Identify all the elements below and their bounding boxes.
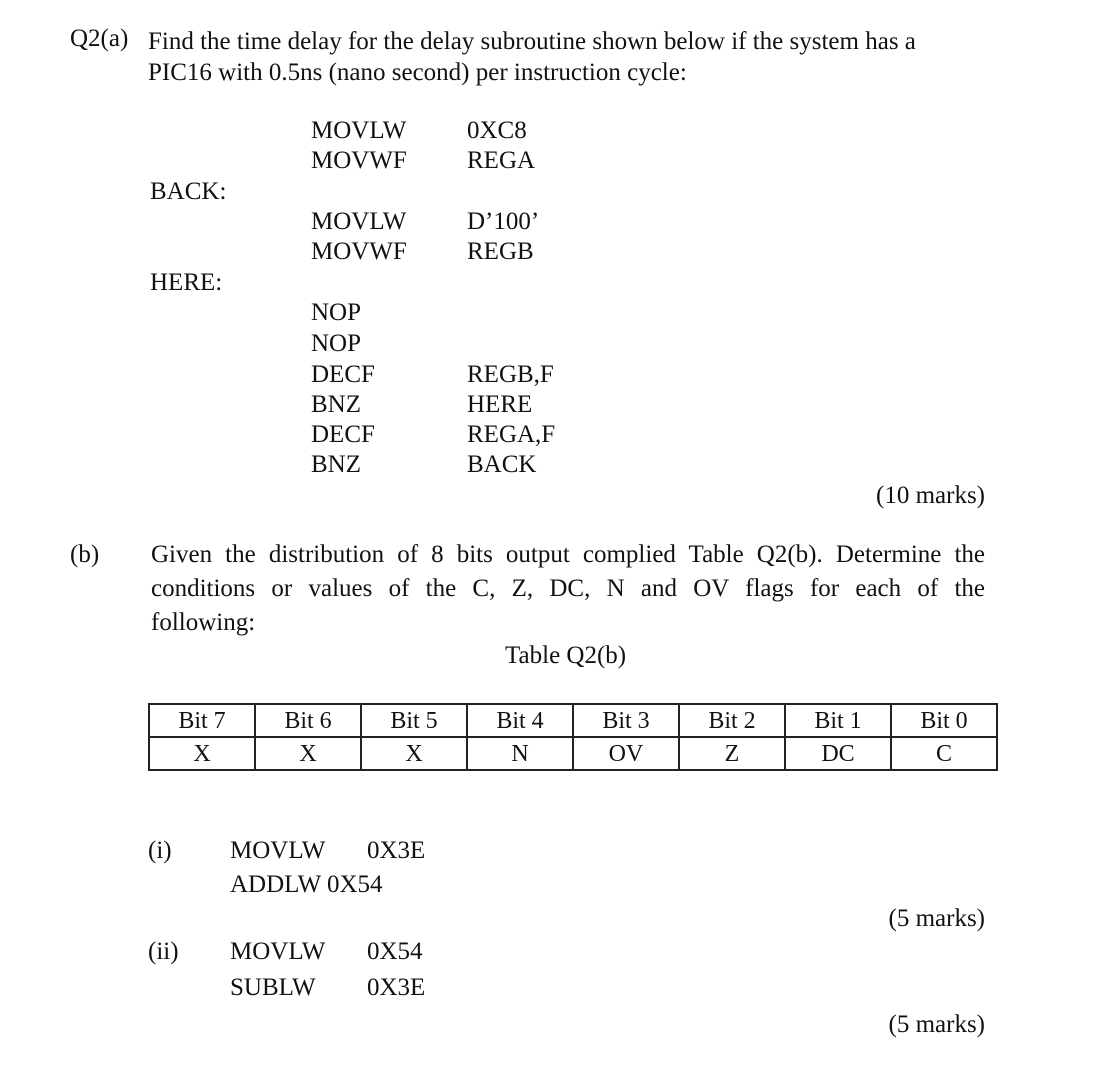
code-arg: D’100’ [467,208,540,235]
code-arg: REGB,F [467,361,554,388]
table-header-cell: Bit 6 [255,704,361,737]
question-number-q2a: Q2(a) [70,25,129,52]
code-label-back: BACK: [150,178,227,205]
table-header-cell: Bit 2 [679,704,785,737]
table-cell: X [255,737,361,770]
part-i-line-2: ADDLW 0X54 [230,871,383,898]
table-caption: Table Q2(b) [505,642,627,669]
code-op: MOVWF [311,238,407,265]
code-arg: REGA [467,147,536,174]
code-op: MOVWF [311,147,407,174]
question-text-q2b [151,538,985,640]
part-i-number: (i) [148,837,172,864]
part-ii-op-2: SUBLW [230,974,316,1001]
table-cell: C [891,737,997,770]
part-ii-arg-2: 0X3E [367,974,426,1001]
part-ii-number: (ii) [148,938,179,965]
code-op: BNZ [311,451,361,478]
marks-part-i: (5 marks) [888,905,985,932]
part-ii-op-1: MOVLW [230,938,326,965]
table-header-cell: Bit 1 [785,704,891,737]
code-op: NOP [311,299,362,326]
table-cell: OV [573,737,679,770]
table-cell: Z [679,737,785,770]
table-header-cell: Bit 5 [361,704,467,737]
table-header-row [149,704,997,737]
code-op: DECF [311,361,375,388]
code-arg: 0XC8 [467,117,527,144]
code-op: NOP [311,330,362,357]
question-number-q2b: (b) [70,541,100,568]
table-cell: X [149,737,255,770]
table-header-cell: Bit 0 [891,704,997,737]
table-cell: DC [785,737,891,770]
code-op: MOVLW [311,208,407,235]
question-text-line-1: Find the time delay for the delay subroutine shown below if the system has a [148,28,916,55]
part-ii-arg-1: 0X54 [367,938,423,965]
question-text-q2a [148,26,916,88]
part-i-arg: 0X3E [367,837,426,864]
table-header-cell: Bit 4 [467,704,573,737]
code-label-here: HERE: [150,269,223,296]
code-arg: REGA,F [467,421,556,448]
code-arg: BACK [467,451,537,478]
question-text-line-2: PIC16 with 0.5ns (nano second) per instruction cycle: [148,59,687,86]
question-text-line-3: following: [151,609,256,636]
code-arg: REGB [467,238,534,265]
table-header-cell: Bit 7 [149,704,255,737]
table-cell: X [361,737,467,770]
question-text-line-2: conditions or values of the C, Z, DC, N and OV flags for each of the [151,575,985,602]
flags-table [148,703,998,771]
marks-part-ii: (5 marks) [888,1011,985,1038]
code-arg: HERE [467,391,533,418]
table-row [149,737,997,770]
code-op: MOVLW [311,117,407,144]
code-op: DECF [311,421,375,448]
table-header-cell: Bit 3 [573,704,679,737]
code-op: BNZ [311,391,361,418]
question-text-line-1: Given the distribution of 8 bits output complied Table Q2(b). Determine the [151,541,985,568]
part-i-op: MOVLW [230,837,326,864]
marks-q2a: (10 marks) [876,482,985,509]
table-cell: N [467,737,573,770]
